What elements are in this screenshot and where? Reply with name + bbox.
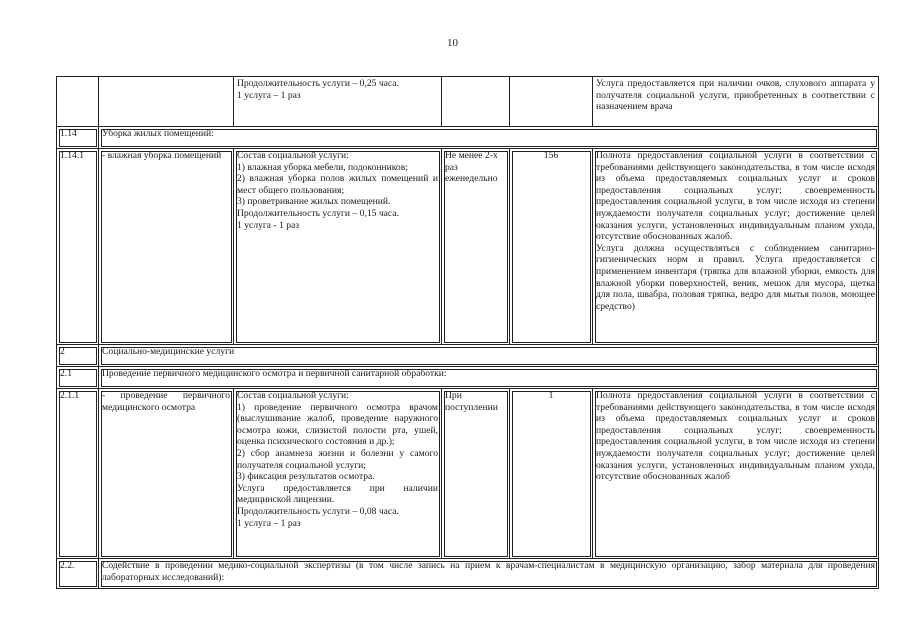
row-number-cell: 1.14.1 bbox=[57, 149, 99, 345]
periodicity-cell: При поступлении bbox=[442, 389, 510, 559]
section-number-cell: 2.1 bbox=[57, 367, 99, 389]
service-content-cell bbox=[234, 77, 442, 127]
conditions-paragraph: Полнота предоставления социальной услуги в соответствии с требованиями действующего законодательства, в том числе исходя из объема предоставляемых социальных услуг и сроков предоставления социальных услуг; своевременность предоставления социальной услуги, в том числе исходя из степени нуждаемости получателя социальных услуг; достижение целей оказания услуги, установленных индивидуальным планом ухода, отсутствие обоснованных жалоб. bbox=[596, 150, 875, 243]
content-line: 3) фиксация результатов осмотра. bbox=[237, 471, 375, 483]
service-name-cell: - влажная уборка помещений bbox=[99, 149, 234, 345]
volume-cell bbox=[510, 77, 593, 127]
table-row bbox=[57, 149, 879, 345]
section-title-cell: Социально-медицинские услуги bbox=[99, 345, 879, 367]
volume-cell: 1 bbox=[510, 389, 593, 559]
row-number-cell bbox=[57, 77, 99, 127]
content-line: 1) влажная уборка мебели, подоконников; bbox=[237, 161, 408, 173]
content-line: 1 услуга - 1 раз bbox=[237, 219, 300, 231]
content-line: Состав социальной услуги: bbox=[237, 390, 349, 401]
conditions-paragraph: Полнота предоставления социальной услуги в соответствии с требованиями действующего законодательства, в том числе исходя из объема предоставляемых социальных услуг и сроков предоставления социальных услуг; своевременность предоставления социальной услуги, в том числе исходя из степени нуждаемости получателя социальных услуг; достижение целей оказания услуги, установленных индивидуальным планом ухода, отсутствие обоснованных жалоб bbox=[596, 390, 875, 483]
section-row bbox=[57, 367, 879, 389]
row-number-cell: 2.1.1 bbox=[57, 389, 99, 559]
conditions-paragraph: Услуга предоставляется при наличии очков, слухового аппарата у получателя социальной услуги, приобретенных в соответствии с назначением врача bbox=[596, 78, 875, 113]
content-line: Состав социальной услуги: bbox=[237, 150, 349, 161]
conditions-cell bbox=[593, 149, 879, 345]
content-line: 1 услуга – 1 раз bbox=[237, 89, 301, 101]
service-name-cell: - проведение первичного медицинского осмотра bbox=[99, 389, 234, 559]
section-title-cell: Уборка жилых помещений: bbox=[99, 127, 879, 149]
section-number-cell: 1.14 bbox=[57, 127, 99, 149]
service-content-cell bbox=[234, 389, 442, 559]
service-name-cell bbox=[99, 77, 234, 127]
content-line: Продолжительность услуги – 0,08 часа. bbox=[237, 505, 399, 517]
section-title-cell: Проведение первичного медицинского осмотра и первичной санитарной обработки: bbox=[99, 367, 879, 389]
section-number-cell: 2.2. bbox=[57, 559, 99, 589]
section-row bbox=[57, 559, 879, 589]
services-table bbox=[56, 76, 879, 589]
table-row bbox=[57, 77, 879, 127]
section-row bbox=[57, 127, 879, 149]
section-title-cell: Содействие в проведении медико-социальной экспертизы (в том числе запись на прием к врачам-специалистам в медицинскую организацию, забор материала для проведения лабораторных исследований): bbox=[99, 559, 879, 589]
content-line: Продолжительность услуги – 0,25 часа. bbox=[237, 78, 399, 89]
section-number-cell: 2 bbox=[57, 345, 99, 367]
periodicity-cell: Не менее 2-х раз еженедельно bbox=[442, 149, 510, 345]
volume-cell: 156 bbox=[510, 149, 593, 345]
content-line: Услуга предоставляется при наличии медицинской лицензии. bbox=[237, 482, 438, 506]
section-row bbox=[57, 345, 879, 367]
table-row bbox=[57, 389, 879, 559]
conditions-cell bbox=[593, 389, 879, 559]
content-line: Продолжительность услуги – 0,15 часа. bbox=[237, 207, 399, 219]
content-line: 1 услуга – 1 раз bbox=[237, 517, 301, 529]
conditions-cell bbox=[593, 77, 879, 127]
page-number: 10 bbox=[447, 37, 458, 49]
content-line: 3) проветривание жилых помещений. bbox=[237, 196, 391, 208]
content-line: 2) влажная уборка полов жилых помещений и мест общего пользования; bbox=[237, 173, 438, 196]
service-content-cell bbox=[234, 149, 442, 345]
content-line: 1) проведение первичного осмотра врачом (выслушивание жалоб, проведение наружного осмотра кожи, слизистой полости рта, ушей, оценка психического состояния и др.); bbox=[237, 401, 438, 448]
conditions-paragraph: Услуга должна осуществляться с соблюдением санитарно-гигиенических норм и правил. Услуга предоставляется с применением инвентаря (тряпка для влажной уборки, емкость для влажной уборки поверхностей, веник, мешок для мусора, щетка для пола, швабра, половая тряпка, ведро для мытья полов, моющее средство) bbox=[596, 242, 875, 312]
periodicity-cell bbox=[442, 77, 510, 127]
content-line: 2) сбор анамнеза жизни и болезни у самого получателя социальной услуги; bbox=[237, 447, 438, 471]
